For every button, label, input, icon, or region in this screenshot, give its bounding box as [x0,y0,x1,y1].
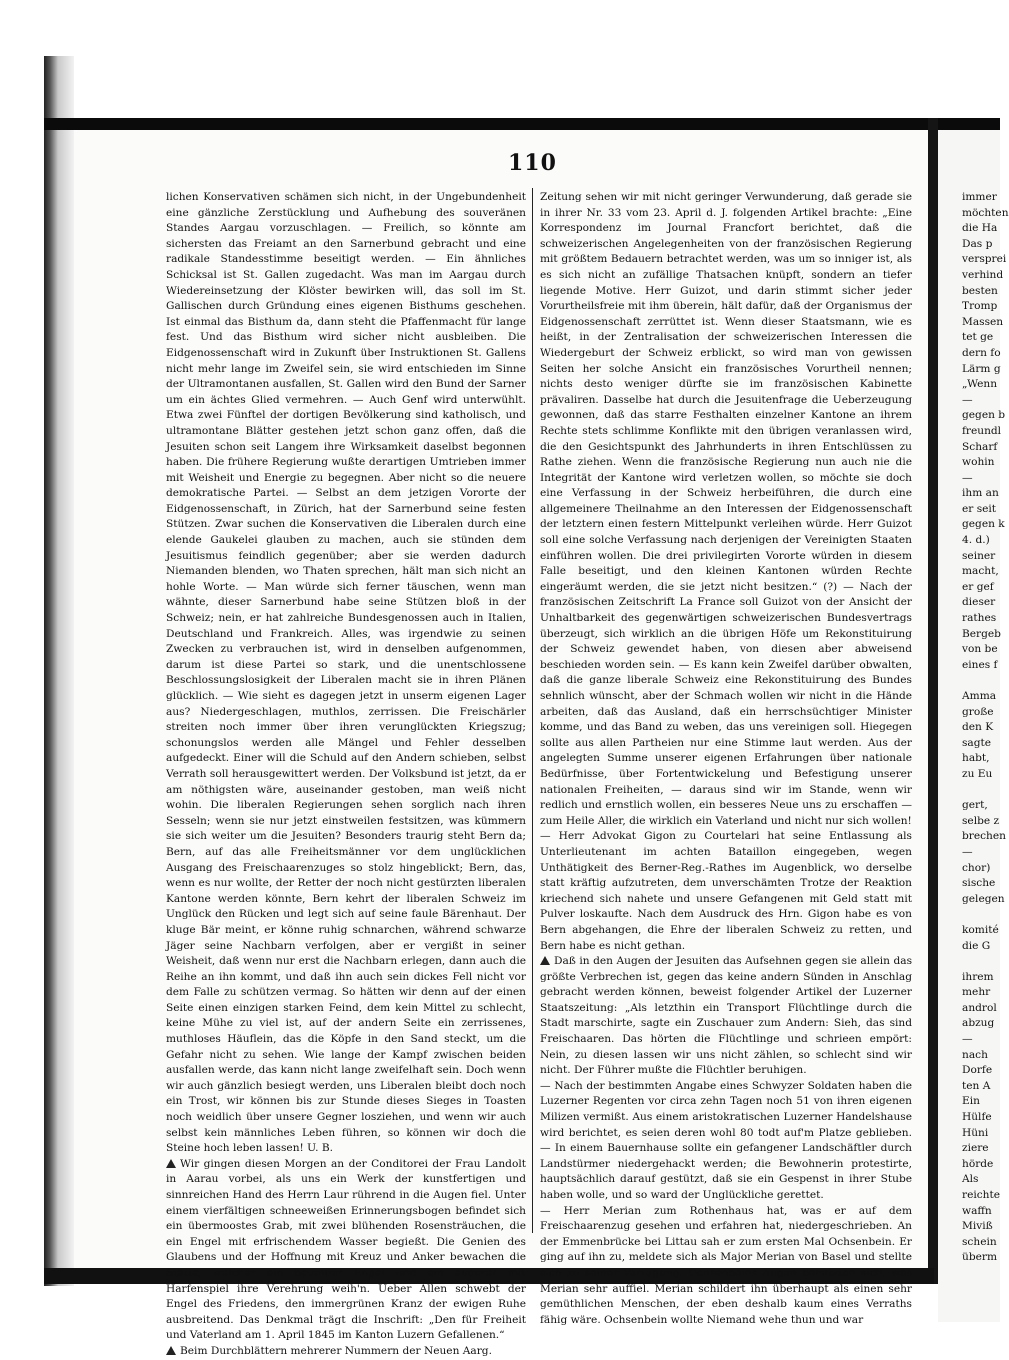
adjacent-page-fragment: Amma [962,690,997,702]
adjacent-page-fragment: brechen [962,830,1006,843]
adjacent-page-fragment [962,673,1009,689]
article-paragraph [540,190,912,829]
paragraph-text: — Herr Merian zum Rothenhaus hat, was er auf dem Freischaarenzug gesehen und erfahren hat, niedergeschrieben. An der Emmenbrücke bei Littau sah er zum ersten Mal Ochsenbein. Er ging auf ihn zu, meldete sich als Major Merian von Basel und stellte sich zu seiner Verfügung. Ochsenbeins Augen benetzten sich, was Merian sehr auffiel. Merian schildert ihn überhaupt als einen sehr gemüthlichen Menschen, der eben deshalb kaum eines Verraths fähig wäre. Ochsenbein wollte Niemand wehe thun und war [540,1204,912,1326]
adjacent-page-fragment: mehr [962,986,991,999]
paragraph-text: Wir gingen diesen Morgen an der Conditorei der Frau Landolt in Aarau vorbei, als uns ein Werk der kunstfertigen und sinnreichen Hand des Herrn Laur rührend in die Augen fiel. Unter einem vierfältigen schneeweißen Erinnerungsbogen befindet sich ein übermoostes Grab, mit zwei blühenden Rosensträuchen, die ein Engel mit erfrischendem Wasser begießt. Die Genien des Glaubens und der Hoffnung mit Kreuz und Anker bewachen die Stätte, welcher ein betender Engel und ein anderer mit Harfenspiel ihre Verehrung weih'n. Ueber Allen schwebt der Engel des Friedens, den immergrünen Kranz der ewigen Ruhe ausbreitend. Das Denkmal trägt die Inschrift: „Den für Freiheit und Vaterland am 1. April 1845 im Kanton Luzern Gefallenen.“ [166,1157,526,1342]
adjacent-page-fragment: den K [962,721,994,734]
adjacent-page-fragment: gegen k [962,518,1005,531]
adjacent-page-fragment: habt, [962,752,990,765]
adjacent-page-fragment: ihrem [962,970,994,983]
adjacent-page-fragment: abzug [962,1017,995,1030]
adjacent-page-fragment: ihm an [962,487,999,500]
adjacent-page-fragment: sagte [962,736,992,749]
adjacent-page-fragment: schein [962,1235,997,1248]
adjacent-page-fragment: von be [962,643,998,656]
adjacent-page-fragment: macht, [962,565,999,578]
article-paragraph [166,1157,526,1344]
article-paragraph [540,1204,912,1329]
adjacent-page-fragment: — [962,471,973,484]
adjacent-page-fragment: ziere [962,1142,989,1155]
adjacent-page-fragment: selbe z [962,814,1000,827]
adjacent-page-fragment: androl [962,1001,997,1014]
adjacent-page-fragment: komité [962,923,999,936]
adjacent-page-fragment: Ein [962,1095,980,1108]
adjacent-page-fragment: Als [962,1173,979,1186]
adjacent-page-fragment: gegen b [962,409,1006,422]
book-binding-edge [44,56,74,1286]
triangle-marker-icon [540,956,550,965]
adjacent-page-fragment: er seit [962,502,997,515]
adjacent-page-fragment: Scharf [962,440,998,453]
adjacent-page-fragment [962,783,1009,799]
adjacent-page-fragment: Dorfe [962,1064,993,1077]
adjacent-page-fragment: Lärm g [962,362,1001,375]
adjacent-page-fragment: immer [962,191,997,203]
adjacent-page-fragment [962,954,1009,970]
scan-top-border [44,118,1000,130]
adjacent-page-fragment: nach [962,1048,988,1061]
adjacent-page-fragment: gert, [962,799,988,812]
adjacent-page-fragment: verhind [962,268,1004,281]
adjacent-page-fragment: Miviß [962,1220,993,1233]
paragraph-text: Beim Durchblättern mehrerer Nummern der Neuen Aarg. [180,1344,492,1357]
adjacent-page-fragment: versprei [962,253,1007,266]
column-divider [532,188,533,1233]
article-paragraph [166,190,526,1157]
adjacent-page-fragment: waffn [962,1204,992,1217]
adjacent-page-fragment: „Wenn [962,378,998,391]
paragraph-text: lichen Konservativen schämen sich nicht, in der Ungebundenheit eine gänzliche Zerstücklung und Aufhebung des souveränen Standes Aargau vorzuschlagen. — Freilich, so könnte am sichersten das Freiamt an den Sarnerbund gebracht und eine radikale Standesstimme beseitigt werden. — Ein ähnliches Schicksal ist St. Gallen zugedacht. Was man im Aargau durch Wiedereinsetzung der Klöster bewirken will, das soll im St. Gallischen durch Gründung eines eigenen Bisthums geschehen. Ist einmal das Bisthum da, dann steht die Pfaffenmacht für lange fest. Und das Bisthum wird sicher nicht ausbleiben. Die Eidgenossenschaft wird in Zukunft über Instruktionen St. Gallens nicht mehr lange im Zweifel sein, sie wird entschieden im Sinne der Ultramontanen ausfallen, St. Gallen wird den Bund der Sarner um ein ächtes Glied vermehren. — Auch Genf wird unterwühlt. Etwa zwei Fünftel der dortigen Bevölkerung sind katholisch, und ultramontane Blätter gestehen jetzt schon ganz offen, daß die Jesuiten schon seit Langem ihre Wirksamkeit daselbst begonnen haben. Die frühere Regierung wußte derartigen Umtrieben immer mit Weisheit und Energie zu begegnen. Aber nicht so die neuere demokratische Partei. — Selbst an dem jetzigen Vororte der Eidgenossenschaft, in Zürich, hat der Sarnerbund seine festen Stützen. Zwar suchen die Konservativen die Liberalen durch eine elende Gaukelei glauben zu machen, auch sie stünden dem Jesuitismus feindlich gegenüber; aber sie werden dadurch Niemanden blenden, wo Thaten sprechen, hält man sich nicht an hohle Worte. — Man würde sich ferner täuschen, wenn man wähnte, dieser Sarnerbund habe seine Stützen bloß in der Schweiz; nein, er hat zahlreiche Bundesgenossen auch in Italien, Deutschland und Frankreich. Alles, was irgendwie zu seinen Zwecken zu verbrauchen ist, wird in denselben aufgenommen, darum ist diese Partei so stark, und die unentschlossene Beschlossungslosigkeit der Liberalen macht sie in ihren Plänen glücklich. — Wie sieht es dagegen jetzt in unserm eigenen Lager aus? Niedergeschlagen, muthlos, zerrissen. Die Freischärler streiten noch immer über ihren verunglückten Kriegszug; schonungslos werden alle Mängel und Fehler desselben aufgedeckt. Einer will die Schuld auf den Andern schieben, selbst Verrath soll herausgewittert werden. Der Volksbund ist jetzt, da er am nöthigsten wäre, auseinander gestoben, man weiß nicht wohin. Die liberalen Regierungen sehen sorglich nach ihren Sesseln; wenn sie nur jetzt einstweilen festsitzen, was kümmern sie sich weiter um die Jesuiten? Besonders traurig steht Bern da; Bern, auf das alle Freiheitsmänner vor dem unglücklichen Ausgang des Freischaarenzuges so stolz hingeblickt; Bern, das, wenn es nur wollte, der Retter der noch nicht gestürzten liberalen Kantone werden könnte, Bern kehrt der liberalen Schweiz im Unglück den Rücken und legt sich auf seine faule Bärenhaut. Der kluge Bär meint, er könne ruhig schnarchen, während schwarze Jäger seine Nachbarn verfolgen, aber er vergißt in seiner Weisheit, daß wenn nur erst die Nachbarn erlegen, dann auch die Reihe an ihn kommt, und daß ihn auch sein dickes Fell nicht vor dem Falle zu schützen vermag. So hätten wir denn auf der einen Seite einen einzigen starken Feind, dem kein Mittel zu schlecht, keine Mühe zu viel ist, auf der andern Seite ein zerrissenes, muthloses Häuflein, das die Köpfe in den Sand steckt, um die Gefahr nicht zu sehen. Wie lange der Kampf zwischen beiden ausfallen werde, das kann nicht lange zweifelhaft sein. Doch wenn wir auch gänzlich besiegt werden, uns Liberalen bleibt doch noch ein Trost, wir können bis zur Stunde dieses Sieges in Toasten noch weidlich über unsere Gegner losziehen, und wenn wir auch selbst kein männliches Leben führen, so können wir doch die Steine hoch leben lassen! U. B. [166,191,526,1155]
adjacent-page-text-fragments [962,190,1009,1266]
adjacent-page-fragment: rathes [962,612,997,625]
book-spine [928,118,938,1284]
adjacent-page-fragment: 4. d.) [962,534,990,547]
adjacent-page-fragment: seiner [962,549,996,562]
adjacent-page-fragment: Das p [962,237,993,250]
adjacent-page-fragment: sische [962,877,996,890]
adjacent-page-fragment: überm [962,1251,997,1264]
adjacent-page-fragment: Massen [962,315,1004,328]
paragraph-text: Zeitung sehen wir mit nicht geringer Verwunderung, daß gerade sie in ihrer Nr. 33 vom 23. April d. J. folgenden Artikel brachte: „Eine Korrespondenz im Journal Francfort berichtet, daß die schweizerischen Angelegenheiten von der französischen Regierung mit größtem Bedauern betrachtet werden, was um so inniger ist, als es sich nicht an zufällige Thatsachen knüpft, sondern an tiefer liegende Motive. Herr Guizot, und darin stimmt sicher jeder Vorurtheilsfreie mit ihm überein, hält dafür, daß der Organismus der Eidgenossenschaft zerrüttet ist. Wenn dieser Staatsmann, wie es heißt, in der Zentralisation der schweizerischen Interessen die Wiedergeburt der Schweiz erblickt, so wird man von gewissen Seiten her solche Ansicht ein französisches Vorurtheil nennen; nichts desto weniger dürfte sie im französischen Kabinette prävaliren. Dasselbe hat durch die Jesuitenfrage die Ueberzeugung gewonnen, daß das starre Festhalten einzelner Kantone an ihrem Rechte stets schlimme Konflikte mit den übrigen veranlassen wird, die den Gesichtspunkt des Jahrhunderts in ihren Entschlüssen zu Rathe ziehen. Wenn die französische Regierung nun auch nie die Integrität der Kantone wird verletzen wollen, so möchte sie doch eine Verfassung in der Schweiz herbeiführen, die durch eine allgemeinere Theilnahme an den Interessen der Eidgenossenschaft der letztern einen festern Mittelpunkt verleihen würde. Herr Guizot soll eine solche Verfassung nach derjenigen der Vereinigten Staaten einführen wollen. Die drei privilegirten Vororte würden in diesem Falle beseitigt, und den kleinen Kantonen würden Rechte eingeräumt werden, die sie jetzt nicht besitzen.“ (?) — Nach der französischen Zeitschrift La France soll Guizot von der Ansicht der Unhaltbarkeit des gegenwärtigen schweizerischen Bundesvertrags überzeugt, sich wirklich an die übrigen Höfe um Rekonstituirung der Schweiz gewendet haben, von diesen aber abweisend beschieden worden sein. — Es kann kein Zweifel darüber obwalten, daß die ganze liberale Schweiz eine Rekonstituirung des Bundes sehnlich wünscht, aber der Schmach wollen wir nicht in die Hände arbeiten, daß das Ausland, daß ein herrschsüchtiger Minister komme, und das Band zu weben, das uns vereinigen soll. Hiegegen sollte aus allen Partheien nur eine Stimme laut werden. Aus der angelegten Summe unserer eigenen Erfahrungen über nationale Bedürfnisse, über Fortentwickelung und Befestigung unserer nationalen Freiheiten, — daraus sind wir im Stande, wenn wir redlich und ernstlich wollen, ein besseres Neue uns zu erschaffen — zum Heile Aller, die wirklich ein Vaterland und nicht nur sich wollen! [540,191,912,827]
article-paragraph [540,954,912,1079]
adjacent-page-fragment: die G [962,939,991,952]
article-paragraph [540,1079,912,1204]
paragraph-text: Daß in den Augen der Jesuiten das Aufsehnen gegen sie allein das größte Verbrechen ist, gegen das keine andern Sünden in Anschlag gebracht werden können, beweist folgender Artikel der Luzerner Staatszeitung: „Als letzthin ein Transport Flüchtlinge durch die Stadt marschirte, sagte ein Zuschauer zum Andern: Sieh, das sind Freischaaren. Das hörten die Flüchtlinge und schrieen empört: Nein, zu diesen lassen wir uns nicht zählen, so schlecht sind wir nicht. Der Führer mußte die Flüchtler beruhigen. [540,955,912,1077]
triangle-marker-icon [166,1159,176,1168]
adjacent-page-fragment: Hüni [962,1126,989,1139]
adjacent-page-fragment: er gef [962,580,994,593]
adjacent-page-fragment: — [962,845,973,858]
paragraph-text: — Herr Advokat Gigon zu Courtelari hat seine Entlassung als Unterlieutenant im achten Bataillon eingegeben, wegen Unthätigkeit des Berner-Reg.-Rathes im Augenblick, wo derselbe statt kräftig aufzutreten, dem unverschämten Trotze der Reaktion kriechend sich nahete und unsere Gefangenen mit Geld statt mit Pulver loskaufte. Nach dem Ausdruck des Hrn. Gigon habe es von Bern abgehangen, die Ehre der liberalen Schweiz zu retten, und Bern habe es nicht gethan. [540,830,912,952]
adjacent-page-fragment: gelegen [962,892,1005,905]
adjacent-page-fragment: zu Eu [962,767,993,780]
adjacent-page-fragment: reichte [962,1189,1001,1201]
scan-top-margin [44,56,1004,120]
adjacent-page-fragment: Bergeb [962,627,1001,640]
adjacent-page-fragment: hörde [962,1157,994,1170]
right-text-column [540,190,912,1326]
adjacent-page-fragment: chor) [962,861,991,874]
adjacent-page-fragment: Tromp [962,300,998,313]
adjacent-page-fragment [962,907,1009,923]
left-text-column [166,190,526,1357]
adjacent-page-fragment: möchten [962,206,1009,219]
adjacent-page-fragment: dern fo [962,346,1001,359]
paragraph-text: — Nach der bestimmten Angabe eines Schwyzer Soldaten haben die Luzerner Regenten vor circa zehn Tagen noch 51 von ihren eigenen Milizen vermißt. Aus einem aristokratischen Luzerner Handelshause wird berichtet, es seien deren wohl 80 todt auf'm Platze geblieben. — In einem Bauernhause sollte ein gefangener Landschäftler durch Landstürmer niedergehackt werden; die Bewohnerin protestirte, hauptsächlich darauf gestützt, daß sie ein Gespenst in ihrer Stube haben wolle, und so ward der Unglückliche gerettet. [540,1079,912,1201]
adjacent-page-fragment: eines f [962,658,998,671]
adjacent-page-fragment: große [962,705,994,718]
adjacent-page-fragment: tet ge [962,331,994,344]
article-paragraph [540,829,912,954]
adjacent-page-fragment: freundl [962,424,1002,437]
adjacent-page-fragment: wohin [962,456,995,469]
adjacent-page-fragment: — [962,393,973,406]
article-paragraph [166,1344,526,1360]
adjacent-page-fragment: dieser [962,596,996,609]
adjacent-page-fragment: die Ha [962,222,998,235]
adjacent-page-fragment: — [962,1033,973,1046]
adjacent-page-fragment: besten [962,284,998,297]
adjacent-page-fragment: ten A [962,1079,991,1092]
adjacent-page-fragment: Hülfe [962,1111,992,1124]
triangle-marker-icon [166,1346,176,1355]
page-number: 110 [508,150,557,176]
